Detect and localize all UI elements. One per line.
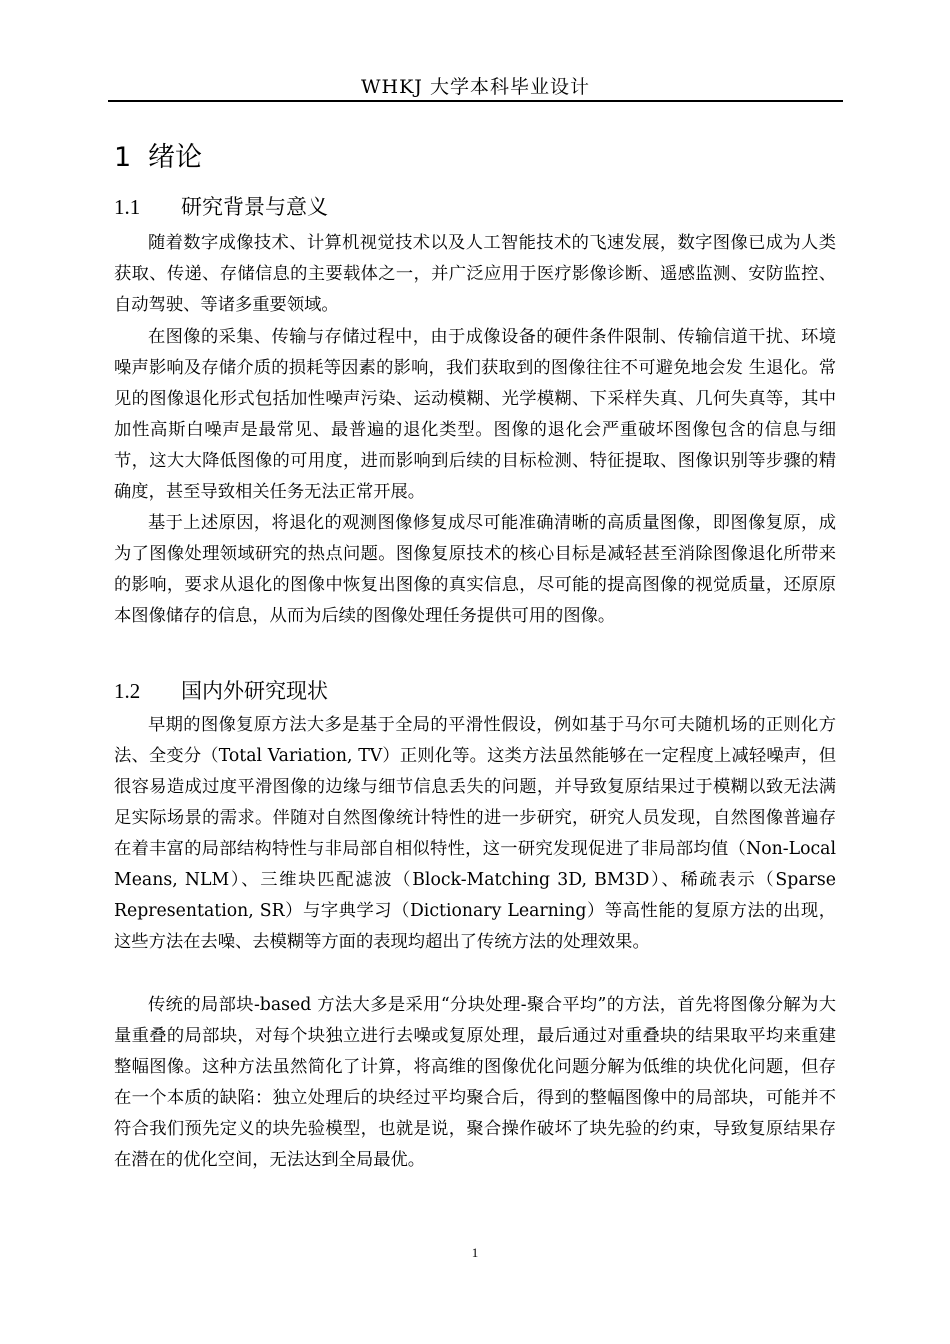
- section-number: 1.1: [114, 195, 141, 219]
- chapter-number: 1: [114, 142, 132, 173]
- paragraph: 在图像的采集、传输与存储过程中，由于成像设备的硬件条件限制、传输信道干扰、环境噪声影响及存储介质的损耗等因素的影响，我们获取到的图像往往不可避免地会发 生退化。常见的图像退化形式包括加性噪声污染、运动模糊、光学模糊、下采样失真、几何失真等，其中加性高斯白噪声是最常见、最普遍的退化类型。图像的退化会严重破坏图像包含的信息与细节，这大大降低图像的可用度，进而影响到后续的目标检测、特征提取、图像识别等步骤的精确度，甚至导致相关任务无法正常开展。: [114, 327, 836, 502]
- paragraph: 随着数字成像技术、计算机视觉技术以及人工智能技术的飞速发展，数字图像已成为人类获取、传递、存储信息的主要载体之一，并广泛应用于医疗影像诊断、遥感监测、安防监控、自动驾驶、等诸多重要领域。: [114, 233, 836, 315]
- section-number: 1.2: [114, 679, 141, 703]
- header-title: WHKJ 大学本科毕业设计: [361, 76, 590, 98]
- section-heading: [114, 192, 328, 222]
- section-title: 研究背景与意义: [181, 195, 328, 219]
- chapter-title: 绪论: [148, 142, 202, 173]
- paragraph: 基于上述原因，将退化的观测图像修复成尽可能准确清晰的高质量图像，即图像复原，成为了图像处理领域研究的热点问题。图像复原技术的核心目标是减轻甚至消除图像退化所带来的影响，要求从退化的图像中恢复出图像的真实信息，尽可能的提高图像的视觉质量，还原原本图像储存的信息，从而为后续的图像处理任务提供可用的图像。: [114, 513, 836, 626]
- paragraph: 早期的图像复原方法大多是基于全局的平滑性假设，例如基于马尔可夫随机场的正则化方法、全变分（Total Variation, TV）正则化等。这类方法虽然能够在一定程度上减轻噪声，但很容易造成过度平滑图像的边缘与细节信息丢失的问题，并导致复原结果过于模糊以致无法满足实际场景的需求。伴随对自然图像统计特性的进一步研究，研究人员发现，自然图像普遍存在着丰富的局部结构特性与非局部自相似特性，这一研究发现促进了非局部均值（Non-Local Means, NLM）、三维块匹配滤波（Block-Matching 3D, BM3D）、稀疏表示（Sparse Representation, SR）与字典学习（Dictionary Learning）等高性能的复原方法的出现，这些方法在去噪、去模糊等方面的表现均超出了传统方法的处理效果。: [114, 715, 836, 952]
- page-number: 1: [471, 1245, 479, 1260]
- chapter-heading: [114, 140, 202, 176]
- header-divider: [108, 100, 843, 102]
- section-title: 国内外研究现状: [181, 679, 328, 703]
- section-heading: [114, 676, 328, 706]
- paragraph: 传统的局部块-based 方法大多是采用“分块处理-聚合平均”的方法，首先将图像分解为大量重叠的局部块，对每个块独立进行去噪或复原处理，最后通过对重叠块的结果取平均来重建整幅图像。这种方法虽然简化了计算，将高维的图像优化问题分解为低维的块优化问题，但存在一个本质的缺陷：独立处理后的块经过平均聚合后，得到的整幅图像中的局部块，可能并不符合我们预先定义的块先验模型，也就是说，聚合操作破坏了块先验的约束，导致复原结果存在潜在的优化空间，无法达到全局最优。: [114, 995, 836, 1170]
